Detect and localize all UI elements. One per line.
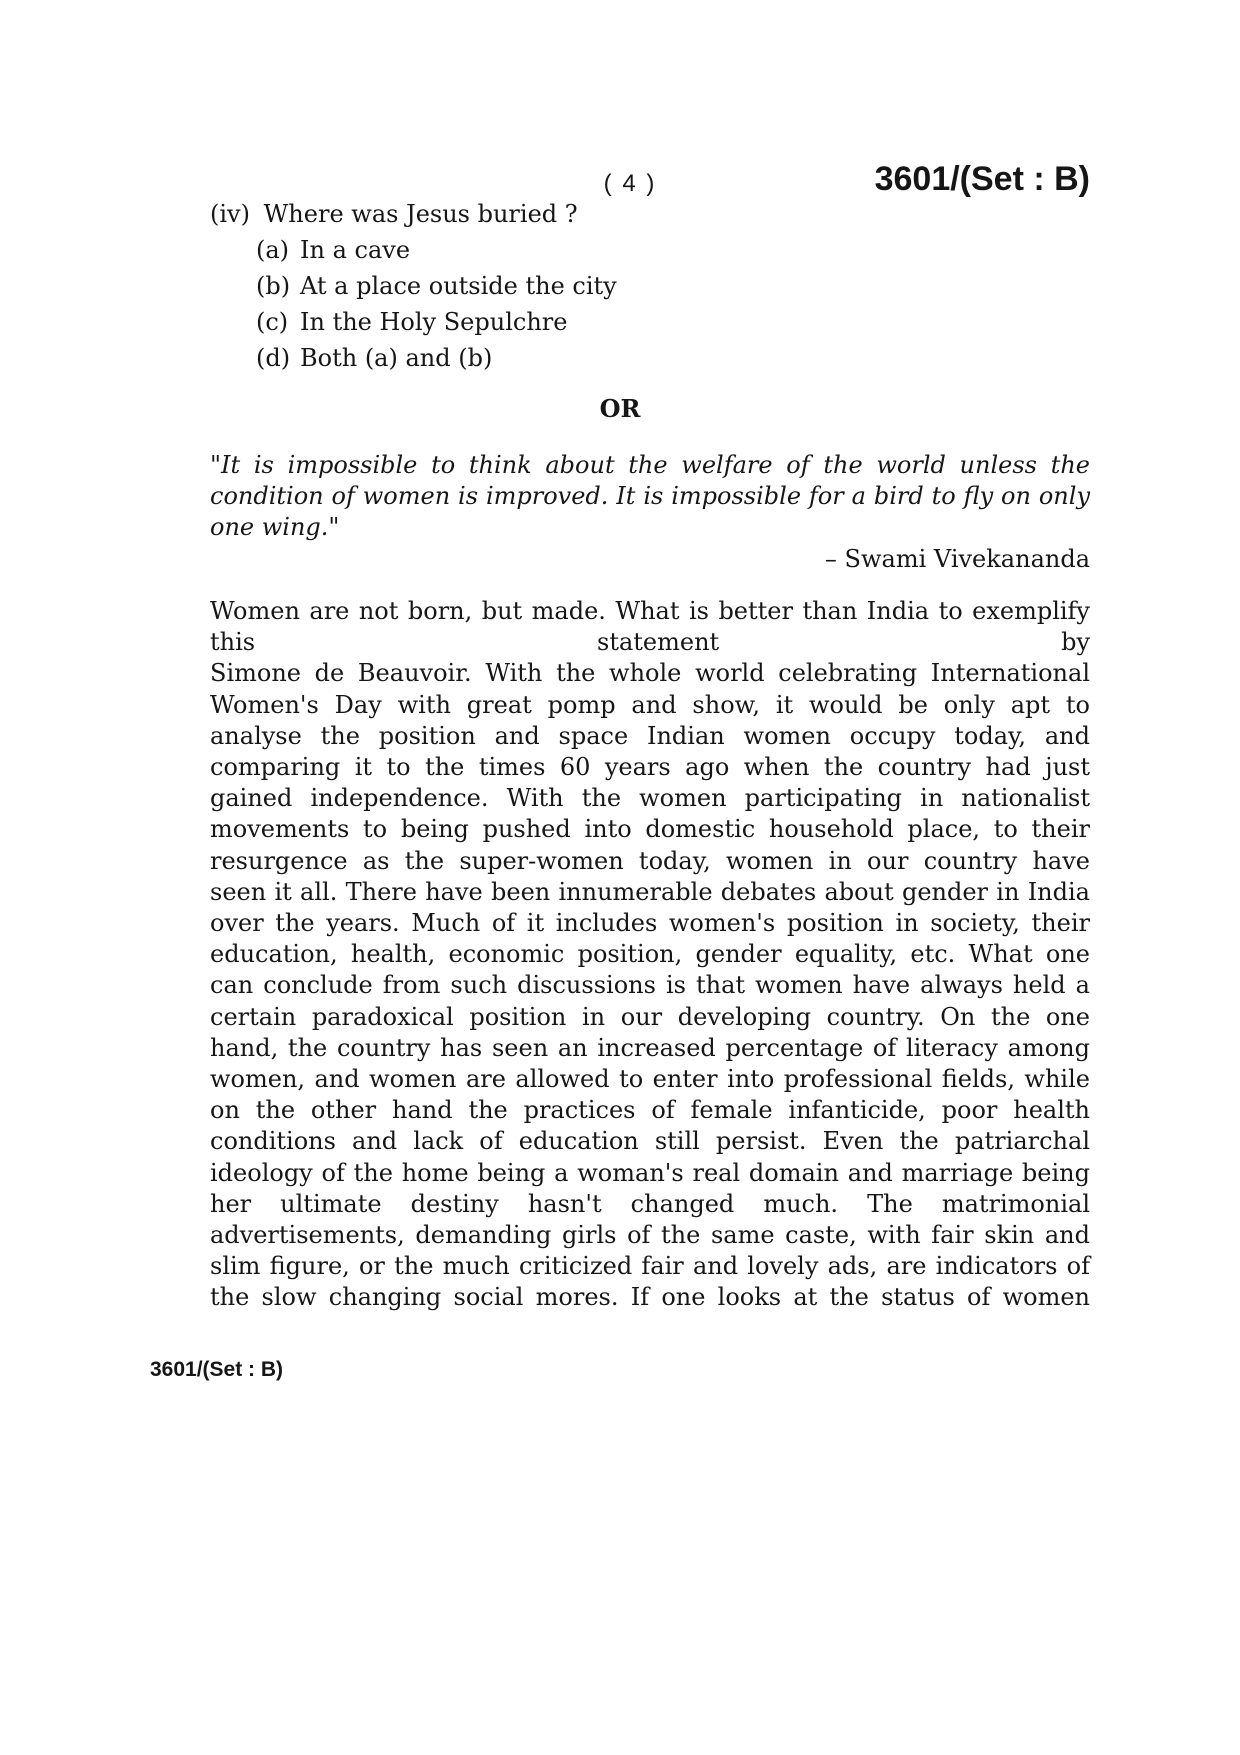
passage-line: the slow changing social mores. If one looks at the status of women <box>210 1283 1090 1312</box>
passage-line: comparing it to the times 60 years ago when the country had just <box>210 753 1090 782</box>
option-b <box>256 268 1090 304</box>
reading-passage <box>210 596 1090 1314</box>
paper-code-footer: 3601/(Set : B) <box>150 1358 284 1381</box>
passage-line: resurgence as the super-women today, women in our country have <box>210 846 1090 875</box>
passage-line: certain paradoxical position in our developing country. On the one <box>210 1002 1090 1031</box>
passage-line: gained independence. With the women participating in nationalist <box>210 784 1090 813</box>
passage-line: movements to being pushed into domestic household place, to their <box>210 815 1090 844</box>
option-d <box>256 340 1090 376</box>
paper-code-header: 3601/(Set : B) <box>874 160 1090 198</box>
question-stem <box>210 196 1090 232</box>
question-number: (iv) <box>210 200 250 228</box>
option-c <box>256 304 1090 340</box>
passage-line: ideology of the home being a woman's real domain and marriage being <box>210 1158 1090 1187</box>
passage-line: can conclude from such discussions is that women have always held a <box>210 971 1090 1000</box>
passage-line: this statement by <box>210 628 1090 657</box>
quote-author: – Swami Vivekananda <box>824 545 1090 573</box>
passage-line: on the other hand the practices of female infanticide, poor health <box>210 1096 1090 1125</box>
question-iv <box>210 196 1090 376</box>
passage-line: advertisements, demanding girls of the same caste, with fair skin and <box>210 1221 1090 1250</box>
passage-line: conditions and lack of education still persist. Even the patriarchal <box>210 1127 1090 1156</box>
option-text: In the Holy Sepulchre <box>300 308 568 336</box>
passage-line: analyse the position and space Indian women occupy today, and <box>210 721 1090 750</box>
passage-line: education, health, economic position, gender equality, etc. What one <box>210 940 1090 969</box>
option-letter: (b) <box>256 272 291 300</box>
option-text: In a cave <box>300 236 411 264</box>
option-text: Both (a) and (b) <box>300 344 493 372</box>
passage-line: her ultimate destiny hasn't changed much. The matrimonial <box>210 1189 1090 1218</box>
option-a <box>256 232 1090 268</box>
passage-line: over the years. Much of it includes women's position in society, their <box>210 909 1090 938</box>
passage-line: women, and women are allowed to enter into professional fields, while <box>210 1065 1090 1094</box>
question-text: Where was Jesus buried ? <box>263 200 578 228</box>
passage-line: hand, the country has seen an increased percentage of literacy among <box>210 1033 1090 1062</box>
option-list <box>210 232 1090 376</box>
option-text: At a place outside the city <box>300 272 617 300</box>
option-letter: (c) <box>256 308 289 336</box>
option-letter: (a) <box>256 236 290 264</box>
page-number: ( 4 ) <box>603 170 657 197</box>
passage-line: slim figure, or the much criticized fair and lovely ads, are indicators of <box>210 1252 1090 1281</box>
option-letter: (d) <box>256 344 291 372</box>
passage-line: Women are not born, but made. What is better than India to exemplify <box>210 597 1090 625</box>
passage-line: Simone de Beauvoir. With the whole world celebrating International <box>210 659 1090 688</box>
quote-text: "It is impossible to think about the welfare of the world unless the condition of women is improved. It is impossible for a bird to fly on only one wing." <box>210 451 1090 541</box>
passage-line: seen it all. There have been innumerable debates about gender in India <box>210 877 1090 906</box>
passage-line: Women's Day with great pomp and show, it would be only apt to <box>210 690 1090 719</box>
or-divider: OR <box>599 394 641 423</box>
